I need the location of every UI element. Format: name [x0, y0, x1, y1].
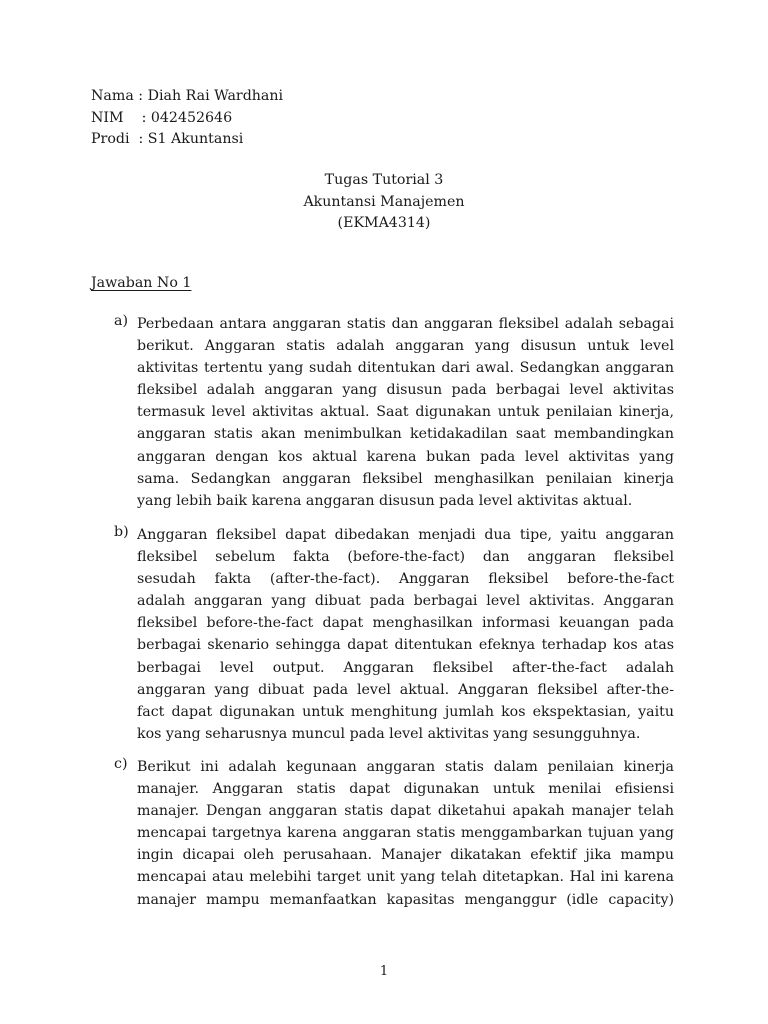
list-marker: b)	[114, 524, 129, 540]
student-nim: NIM : 042452646	[91, 109, 233, 126]
text-line: ingin dicapai oleh perusahaan. Manajer dikatakan efektif jika mampu	[137, 847, 674, 864]
text-line: manajer mampu memanfaatkan kapasitas menganggur (idle capacity)	[137, 891, 674, 908]
text-line: manajer. Anggaran statis dapat digunakan untuk menilai efisiensi	[137, 781, 674, 798]
text-line: anggaran statis akan menimbulkan ketidakadilan saat membandingkan	[137, 426, 674, 443]
text-line: anggaran yang dibuat pada level aktual. Anggaran fleksibel after-the-	[137, 681, 674, 698]
text-line: berbagai level output. Anggaran fleksibel after-the-fact adalah	[137, 659, 674, 676]
text-line: mencapai targetnya karena anggaran statis menggambarkan tujuan yang	[137, 825, 674, 842]
title-line-2: Akuntansi Manajemen	[303, 193, 465, 210]
list-marker: c)	[114, 756, 128, 772]
list-marker: a)	[114, 313, 128, 329]
student-prodi: Prodi : S1 Akuntansi	[91, 131, 244, 147]
student-name: Nama : Diah Rai Wardhani	[91, 88, 284, 104]
answer-text	[137, 756, 674, 911]
text-line: sesudah fakta (after-the-fact). Anggaran fleksibel before-the-fact	[137, 571, 674, 588]
text-line: Berikut ini adalah kegunaan anggaran statis dalam penilaian kinerja	[137, 759, 674, 775]
text-line: fleksibel sebelum fakta (before-the-fact) dan anggaran fleksibel	[137, 549, 674, 566]
answer-text	[137, 524, 674, 745]
text-line: fact dapat digunakan untuk menghitung jumlah kos ekspektasian, yaitu	[137, 703, 674, 720]
text-line: kos yang seharusnya muncul pada level aktivitas yang sesungguhnya.	[137, 725, 641, 742]
title-course-code: (EKMA4314)	[337, 215, 431, 231]
text-line: berikut. Anggaran statis adalah anggaran yang disusun untuk level	[137, 338, 674, 355]
answer-text	[137, 313, 674, 512]
text-line: termasuk level aktivitas aktual. Saat digunakan untuk penilaian kinerja,	[137, 404, 674, 421]
title-line-1: Tugas Tutorial 3	[324, 172, 444, 188]
student-info	[91, 86, 283, 151]
text-line: anggaran dengan kos aktual karena bukan pada level aktivitas yang	[137, 448, 674, 465]
text-line: sama. Sedangkan anggaran fleksibel menghasilkan penilaian kinerja	[137, 470, 674, 487]
text-line: fleksibel before-the-fact dapat menghasilkan informasi keuangan pada	[137, 615, 674, 632]
text-line: adalah anggaran yang dibuat pada berbagai level aktivitas. Anggaran	[137, 593, 674, 610]
text-line: aktivitas tertentu yang sudah ditentukan dari awal. Sedangkan anggaran	[137, 360, 674, 377]
text-line: berbagai skenario sehingga dapat ditentukan efeknya terhadap kos atas	[137, 637, 674, 654]
text-line: yang lebih baik karena anggaran disusun pada level aktivitas aktual.	[137, 492, 633, 509]
text-line: fleksibel adalah anggaran yang disusun pada berbagai level aktivitas	[137, 382, 674, 399]
text-line: Perbedaan antara anggaran statis dan anggaran fleksibel adalah sebagai	[137, 316, 674, 332]
text-line: mencapai atau melebihi target unit yang telah ditetapkan. Hal ini karena	[137, 869, 674, 886]
section-heading: Jawaban No 1	[91, 275, 192, 291]
page-number: 1	[379, 964, 389, 979]
text-line: Anggaran fleksibel dapat dibedakan menjadi dua tipe, yaitu anggaran	[137, 527, 674, 543]
document-title	[0, 170, 768, 235]
text-line: manajer. Dengan anggaran statis dapat diketahui apakah manajer telah	[137, 803, 674, 820]
